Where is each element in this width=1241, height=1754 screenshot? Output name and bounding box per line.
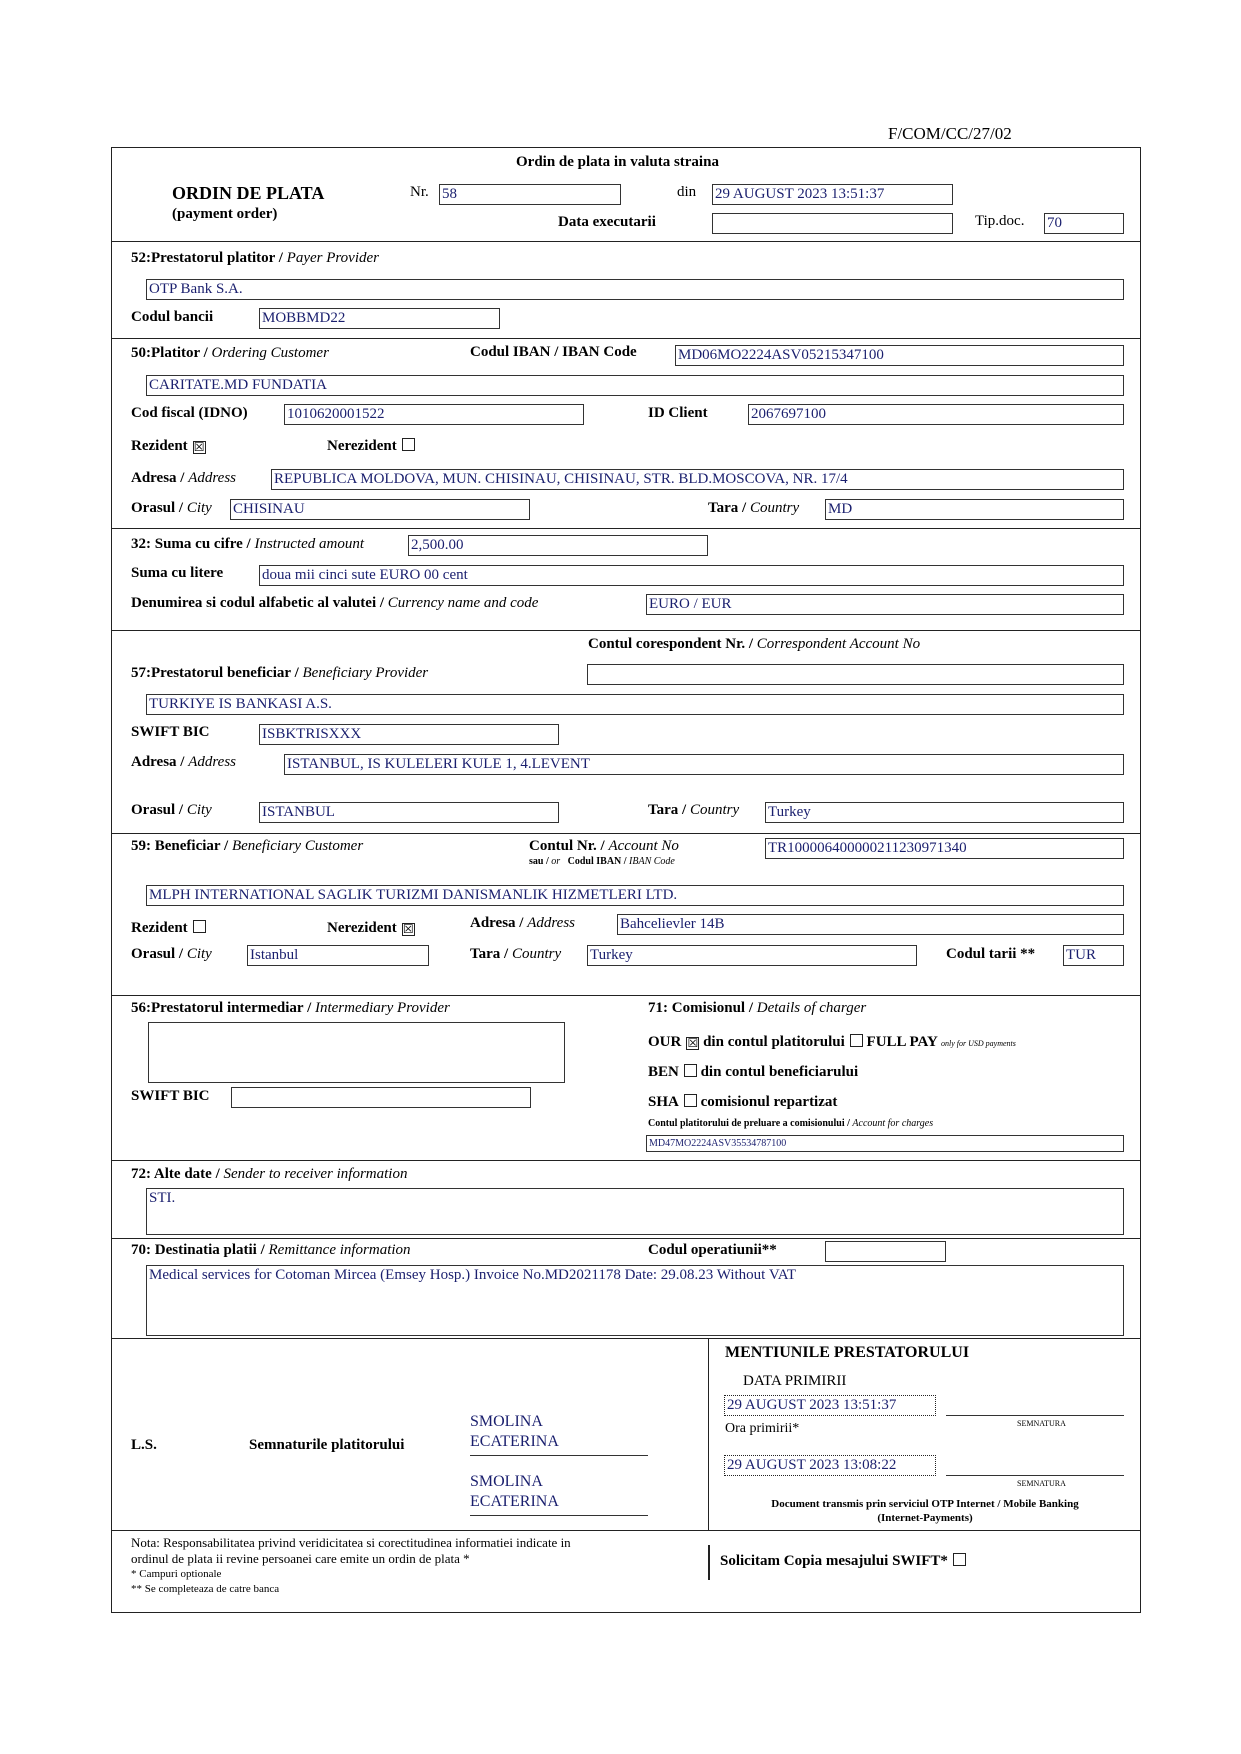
divider: [111, 1338, 1141, 1339]
divider: [111, 1238, 1141, 1239]
beneficiary-provider-field[interactable]: TURKIYE IS BANKASI A.S.: [146, 694, 1124, 715]
intermediary-field[interactable]: [148, 1022, 565, 1083]
correspondent-field[interactable]: [587, 664, 1124, 685]
tipdoc-field[interactable]: 70: [1044, 213, 1124, 234]
signer-1: SMOLINA ECATERINA: [470, 1413, 559, 1450]
form-frame: [111, 147, 1141, 1613]
ben-checkbox[interactable]: [684, 1064, 697, 1077]
provider-notes-title: MENTIUNILE PRESTATORULUI: [725, 1344, 970, 1361]
beneficiary-provider-address-label: Adresa / Address: [131, 754, 237, 770]
form-title: ORDIN DE PLATA: [172, 183, 325, 203]
amount-words-field[interactable]: doua mii cinci sute EURO 00 cent: [259, 565, 1124, 586]
beneficiary-address-label: Adresa / Address: [470, 915, 576, 931]
form-title-en: (payment order): [172, 206, 278, 222]
date-field[interactable]: 29 AUGUST 2023 13:51:37: [712, 184, 953, 205]
divider-vertical: [708, 1338, 709, 1530]
currency-field[interactable]: EURO / EUR: [646, 594, 1124, 615]
signature-caption: SEMNATURA: [1017, 1419, 1066, 1428]
fiscal-code-field[interactable]: 1010620001522: [284, 404, 584, 425]
intermediary-label: 56:Prestatorul intermediar / Intermediary Provider: [131, 1000, 450, 1016]
client-id-label: ID Client: [648, 405, 708, 421]
beneficiary-name-field[interactable]: MLPH INTERNATIONAL SAGLIK TURIZMI DANISMANLIK HIZMETLERI LTD.: [146, 885, 1124, 906]
beneficiary-provider-address-field[interactable]: ISTANBUL, IS KULELERI KULE 1, 4.LEVENT: [284, 754, 1124, 775]
beneficiary-address-field[interactable]: Bahcelievler 14B: [617, 914, 1124, 935]
divider: [111, 528, 1141, 529]
payer-country-field[interactable]: MD: [825, 499, 1124, 520]
other-info-field[interactable]: STI.: [146, 1188, 1124, 1235]
time-label: Ora primirii*: [725, 1421, 800, 1436]
din-label: din: [677, 184, 697, 200]
payer-country-label: Tara / Country: [708, 500, 800, 516]
beneficiary-nonresident-checkbox[interactable]: ☒: [402, 922, 414, 936]
client-id-field[interactable]: 2067697100: [748, 404, 1124, 425]
exec-date-field[interactable]: [712, 213, 953, 234]
beneficiary-provider-city-field[interactable]: ISTANBUL: [259, 802, 559, 823]
op-code-label: Codul operatiunii**: [648, 1242, 777, 1258]
tipdoc-label: Tip.doc.: [975, 213, 1025, 229]
payer-iban-label: Codul IBAN / IBAN Code: [470, 344, 637, 360]
divider: [111, 995, 1141, 996]
beneficiary-provider-label: 57:Prestatorul beneficiar / Beneficiary Provider: [131, 665, 429, 681]
divider: [111, 241, 1141, 242]
country-code-label: Codul tarii **: [946, 946, 1036, 962]
swift-copy: Solicitam Copia mesajului SWIFT*: [720, 1553, 966, 1570]
signature-line: [946, 1475, 1124, 1476]
payer-city-field[interactable]: CHISINAU: [230, 499, 530, 520]
beneficiary-country-field[interactable]: Turkey: [587, 945, 917, 966]
beneficiary-nonresident: Nerezident ☒: [327, 920, 414, 936]
charges-label: 71: Comisionul / Details of charger: [648, 1000, 867, 1016]
correspondent-label: Contul corespondent Nr. / Correspondent Account No: [588, 636, 921, 652]
charges-account-label: Contul platitorului de preluare a comisionului / Account for charges: [648, 1118, 934, 1129]
divider: [111, 1530, 1141, 1531]
country-code-field[interactable]: TUR: [1063, 945, 1124, 966]
charges-ben: BEN din contul beneficiarului: [648, 1064, 859, 1080]
sha-checkbox[interactable]: [684, 1094, 697, 1107]
remittance-label: 70: Destinatia platii / Remittance information: [131, 1242, 411, 1258]
beneficiary-city-field[interactable]: Istanbul: [247, 945, 429, 966]
charges-our: OUR ☒ din contul platitorului FULL PAY only for USD payments: [648, 1034, 1016, 1050]
amount-words-label: Suma cu litere: [131, 565, 224, 581]
payer-address-field[interactable]: REPUBLICA MOLDOVA, MUN. CHISINAU, CHISINAU, STR. BLD.MOSCOVA, NR. 17/4: [271, 469, 1124, 490]
resident-checkbox[interactable]: ☒: [193, 440, 205, 454]
beneficiary-country-label: Tara / Country: [470, 946, 562, 962]
charges-account-field[interactable]: MD47MO2224ASV35534787100: [646, 1135, 1124, 1152]
divider: [111, 833, 1141, 834]
signature-line: [946, 1415, 1124, 1416]
nr-field[interactable]: 58: [439, 184, 621, 205]
divider-vertical: [708, 1545, 710, 1580]
signer-2: SMOLINA ECATERINA: [470, 1473, 559, 1510]
fullpay-checkbox[interactable]: [850, 1034, 863, 1047]
amount-label: 32: Suma cu cifre / Instructed amount: [131, 536, 365, 552]
amount-field[interactable]: 2,500.00: [408, 535, 708, 556]
exec-date-label: Data executarii: [558, 214, 656, 230]
account-label: Contul Nr. / Account No: [529, 838, 679, 854]
signature-line: [470, 1455, 648, 1456]
transmitted-note: Document transmis prin serviciul OTP Internet / Mobile Banking (Internet-Payments): [771, 1498, 1079, 1524]
beneficiary-swift-label: SWIFT BIC: [131, 724, 210, 740]
beneficiary-city-label: Orasul / City: [131, 946, 212, 962]
signatures-label: Semnaturile platitorului: [249, 1437, 405, 1453]
beneficiary-resident-checkbox[interactable]: [193, 920, 206, 933]
op-code-field[interactable]: [825, 1241, 946, 1262]
payer-nonresident: Nerezident: [327, 438, 415, 455]
payer-provider-field[interactable]: OTP Bank S.A.: [146, 279, 1124, 300]
beneficiary-account-field[interactable]: TR100006400000211230971340: [765, 838, 1124, 859]
form-subtitle: Ordin de plata in valuta straina: [516, 154, 719, 170]
divider: [111, 630, 1141, 631]
intermediary-swift-label: SWIFT BIC: [131, 1088, 210, 1104]
beneficiary-resident: Rezident: [131, 920, 206, 937]
payer-iban-field[interactable]: MD06MO2224ASV05215347100: [675, 345, 1124, 366]
payer-resident: Rezident ☒: [131, 438, 205, 454]
divider: [111, 338, 1141, 339]
beneficiary-provider-country-label: Tara / Country: [648, 802, 740, 818]
other-info-label: 72: Alte date / Sender to receiver information: [131, 1166, 408, 1182]
swift-copy-checkbox[interactable]: [953, 1553, 966, 1566]
bank-code-field[interactable]: MOBBMD22: [259, 308, 500, 329]
nr-label: Nr.: [410, 184, 429, 200]
payer-city-label: Orasul / City: [131, 500, 212, 516]
payer-name-field[interactable]: CARITATE.MD FUNDATIA: [146, 375, 1124, 396]
received-date-field[interactable]: 29 AUGUST 2023 13:51:37: [724, 1395, 936, 1416]
our-checkbox[interactable]: ☒: [687, 1036, 699, 1050]
payer-label: 50:Platitor / Ordering Customer: [131, 345, 329, 361]
received-label: DATA PRIMIRII: [743, 1373, 847, 1389]
beneficiary-label: 59: Beneficiar / Beneficiary Customer: [131, 838, 364, 854]
bank-code-label: Codul bancii: [131, 309, 214, 325]
payer-address-label: Adresa / Address: [131, 470, 237, 486]
nonresident-checkbox[interactable]: [402, 438, 415, 451]
ls-label: L.S.: [131, 1437, 157, 1453]
received-time-field[interactable]: 29 AUGUST 2023 13:08:22: [724, 1455, 936, 1476]
charges-sha: SHA comisionul repartizat: [648, 1094, 838, 1110]
beneficiary-provider-country-field[interactable]: Turkey: [765, 802, 1124, 823]
divider: [111, 1160, 1141, 1161]
form-code: F/COM/CC/27/02: [888, 124, 1012, 143]
beneficiary-provider-city-label: Orasul / City: [131, 802, 212, 818]
signature-line: [470, 1515, 648, 1516]
intermediary-swift-field[interactable]: [231, 1087, 531, 1108]
currency-label: Denumirea si codul alfabetic al valutei / Currency name and code: [131, 595, 539, 611]
account-sublabel: sau / or Codul IBAN / IBAN Code: [529, 856, 675, 867]
fiscal-code-label: Cod fiscal (IDNO): [131, 405, 248, 421]
beneficiary-swift-field[interactable]: ISBKTRISXXX: [259, 724, 559, 745]
remittance-field[interactable]: Medical services for Cotoman Mircea (Emsey Hosp.) Invoice No.MD2021178 Date: 29.08.23 Without VAT: [146, 1265, 1124, 1336]
footer-note: Nota: Responsabilitatea privind veridicitatea si corectitudinea informatiei indicate in ordinul de plata ii revine persoanei care emite un ordin de plata * * Campuri optionale ** Se completeaza de catre banca: [131, 1535, 571, 1595]
payer-provider-label: 52:Prestatorul platitor / Payer Provider: [131, 250, 380, 266]
signature-caption: SEMNATURA: [1017, 1479, 1066, 1488]
